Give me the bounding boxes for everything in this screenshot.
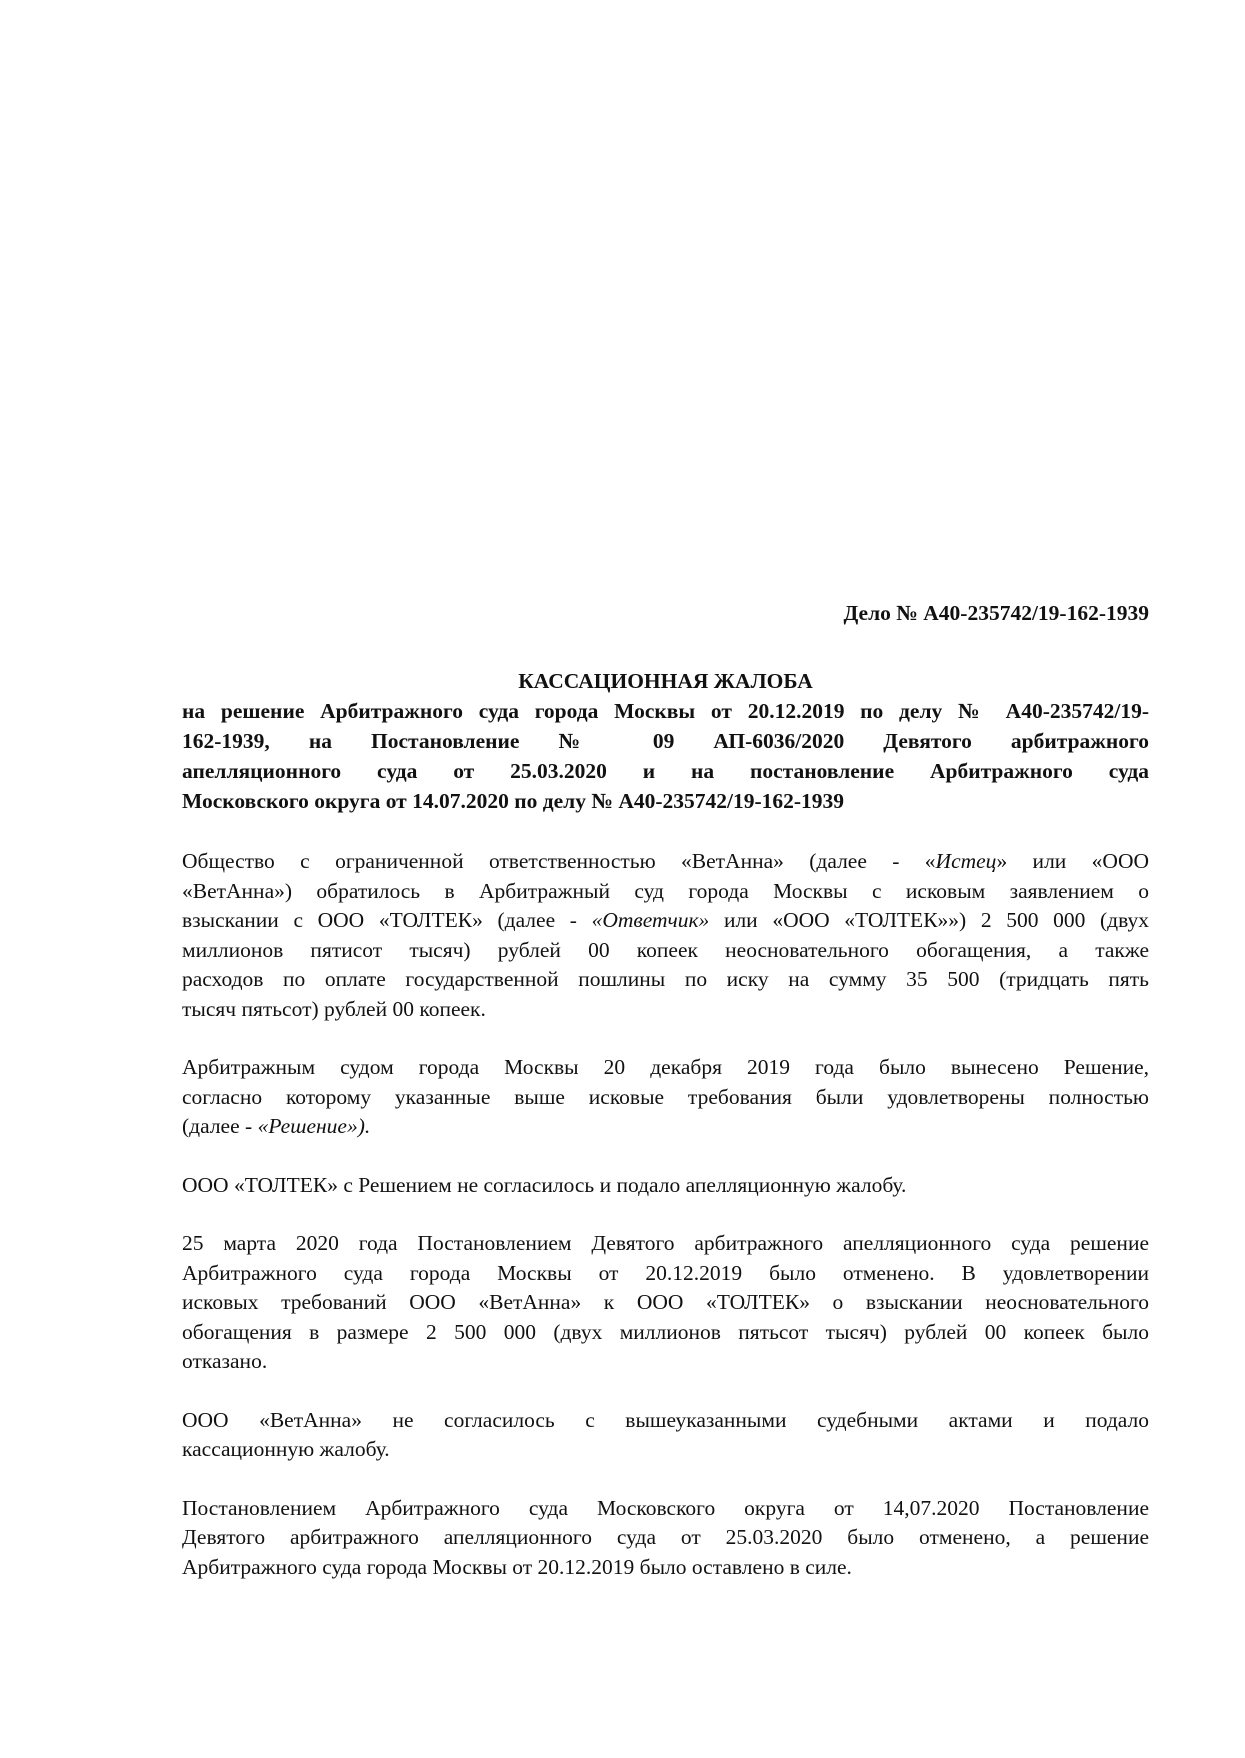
paragraph-line: Девятого арбитражного апелляционного суда от 25.03.2020 было отменено, а решение [182, 1525, 1149, 1549]
paragraph-line: «ВетАнна») обратилось в Арбитражный суд города Москвы с исковым заявлением о [182, 878, 1149, 903]
text-run: взыскании с ООО «ТОЛТЕК» (далее - [182, 908, 592, 932]
document-title: КАССАЦИОННАЯ ЖАЛОБА [518, 669, 813, 693]
paragraph-line [182, 1112, 1149, 1142]
paragraph-line: 25 марта 2020 года Постановлением Девятого арбитражного апелляционного суда решение [182, 1231, 1149, 1255]
subtitle-line: на решение Арбитражного суда города Москвы от 20.12.2019 по делу № А40-235742/19- [182, 699, 1149, 723]
paragraph-decision [182, 1053, 1149, 1142]
paragraph-line [182, 847, 1149, 877]
italic-term: «Решение»). [257, 1114, 371, 1138]
italic-term: «Ответчик» [591, 908, 710, 932]
text-run: Общество с ограниченной ответственностью «ВетАнна» (далее - « [182, 849, 936, 873]
document-subtitle [182, 696, 1149, 816]
paragraph-line: Постановлением Арбитражного суда Московского округа от 14,07.2020 Постановление [182, 1495, 1149, 1520]
paragraph-appeal [182, 1171, 1149, 1201]
text-run: (далее - [182, 1114, 258, 1138]
paragraph-line: согласно которому указанные выше исковые требования были удовлетворены полностью [182, 1084, 1149, 1109]
paragraph-line: исковых требований ООО «ВетАнна» к ООО «ТОЛТЕК» о взыскании неосновательного [182, 1290, 1149, 1314]
paragraph-line: Арбитражного суда города Москвы от 20.12.2019 было отменено. В удовлетворении [182, 1260, 1149, 1285]
subtitle-line: 162-1939, на Постановление № 09 АП-6036/2020 Девятого арбитражного [182, 729, 1149, 753]
paragraph-line: расходов по оплате государственной пошлины по иску на сумму 35 500 (тридцать пять [182, 967, 1149, 991]
paragraph-district-ruling [182, 1494, 1149, 1583]
paragraph-line: Арбитражного суда города Москвы от 20.12.2019 было оставлено в силе. [182, 1554, 852, 1579]
paragraph-line [182, 906, 1149, 936]
paragraph-line: кассационную жалобу. [182, 1437, 390, 1461]
case-number: Дело № А40-235742/19-162-1939 [843, 601, 1149, 625]
paragraph-line: ООО «ТОЛТЕК» с Решением не согласилось и подало апелляционную жалобу. [182, 1172, 907, 1197]
paragraph-line: Арбитражным судом города Москвы 20 декабря 2019 года было вынесено Решение, [182, 1055, 1149, 1079]
paragraph-cassation [182, 1406, 1149, 1465]
text-run: или «ООО «ТОЛТЕК»») 2 500 000 (двух [709, 908, 1150, 932]
paragraph-line: обогащения в размере 2 500 000 (двух миллионов пятьсот тысяч) рублей 00 копеек было [182, 1319, 1149, 1344]
paragraph-line: миллионов пятисот тысяч) рублей 00 копеек неосновательного обогащения, а также [182, 937, 1149, 962]
paragraph-line: отказано. [182, 1349, 268, 1373]
paragraph-line: ООО «ВетАнна» не согласилось с вышеуказанными судебными актами и подало [182, 1407, 1149, 1432]
document-body [182, 598, 1149, 1582]
subtitle-line: Московского округа от 14.07.2020 по делу № А40-235742/19-162-1939 [182, 789, 845, 813]
paragraph-line: тысяч пятьсот) рублей 00 копеек. [182, 996, 486, 1021]
italic-term: Истец [935, 849, 997, 873]
text-run: » или «ООО [996, 849, 1149, 873]
paragraph-appeal-ruling [182, 1229, 1149, 1377]
paragraph-claim [182, 847, 1149, 1024]
subtitle-line: апелляционного суда от 25.03.2020 и на постановление Арбитражного суда [182, 759, 1149, 783]
